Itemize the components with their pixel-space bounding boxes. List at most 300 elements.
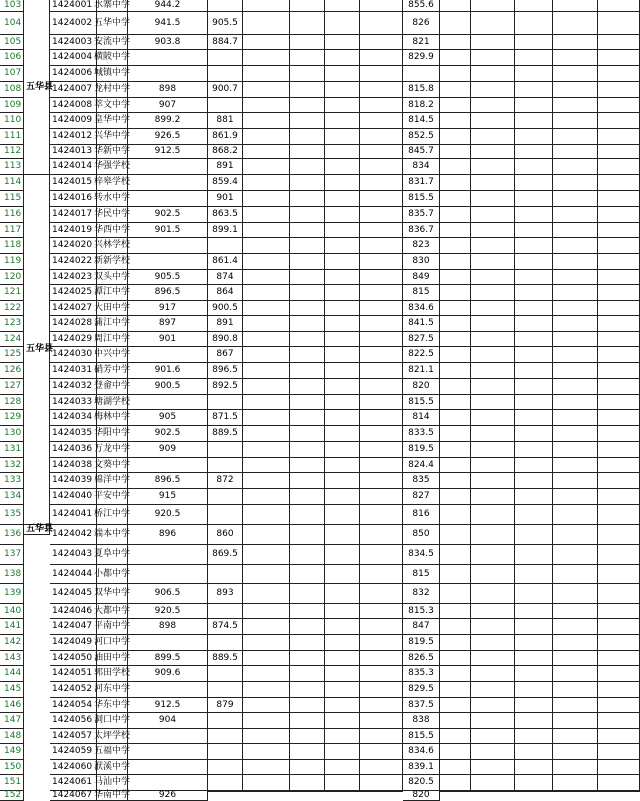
empty-cell [290,285,325,301]
empty-cell [471,666,515,682]
school-name-cell: 洑溪中学 [97,760,128,775]
empty-cell [290,442,325,458]
empty-cell [325,619,360,635]
score-b-cell: 891 [208,316,243,332]
empty-cell [325,545,360,565]
empty-cell [290,379,325,395]
score-b-cell: 905.5 [208,12,243,35]
empty-cell [515,505,553,525]
empty-cell [598,379,640,395]
empty-cell [471,791,515,792]
empty-cell [290,363,325,379]
empty-cell [325,270,360,285]
empty-cell [553,332,598,347]
row-number: 111 [0,129,24,145]
empty-cell [553,129,598,145]
empty-cell [243,666,290,682]
empty-cell [243,379,290,395]
empty-cell [553,207,598,223]
empty-cell [290,159,325,175]
empty-cell [471,12,515,35]
empty-cell [553,565,598,584]
school-name-cell: 周江中学 [97,332,128,347]
score-b-cell: 859.4 [208,175,243,191]
empty-cell [553,505,598,525]
empty-cell [515,347,553,363]
empty-cell [243,713,290,729]
empty-cell [360,473,403,489]
school-code-cell: 1424020 [50,238,97,254]
score-a-cell: 906.5 [128,584,208,604]
score-b-cell [208,0,243,12]
empty-cell [243,301,290,316]
empty-cell [360,159,403,175]
empty-cell [325,238,360,254]
empty-cell [471,35,515,50]
score-a-cell: 903.8 [128,35,208,50]
score-a-cell [128,565,208,584]
school-code-cell: 1424015 [50,175,97,191]
school-name-cell: 安流中学 [97,35,128,50]
empty-cell [325,332,360,347]
empty-cell [598,584,640,604]
empty-cell [515,12,553,35]
school-name-cell: 兴林学校 [97,238,128,254]
score-b-cell: 860 [208,525,243,545]
row-number: 148 [0,729,24,744]
row-number: 116 [0,207,24,223]
empty-cell [243,729,290,744]
empty-cell [471,635,515,651]
empty-cell [360,458,403,473]
empty-cell [360,525,403,545]
school-name-cell: 新新学校 [97,254,128,270]
empty-cell [515,666,553,682]
empty-cell [553,285,598,301]
empty-cell [471,729,515,744]
score-b-cell: 867 [208,347,243,363]
cutoff-score-cell: 834 [403,159,440,175]
empty-cell [325,191,360,207]
score-a-cell: 917 [128,301,208,316]
empty-cell [360,619,403,635]
empty-cell [243,604,290,619]
empty-cell [598,145,640,159]
school-name-cell: 华东中学 [97,698,128,713]
score-a-cell: 915 [128,489,208,505]
empty-cell [553,301,598,316]
empty-cell [598,66,640,82]
row-number: 128 [0,395,24,410]
row-number: 114 [0,175,24,191]
score-a-cell: 905.5 [128,270,208,285]
cutoff-score-cell: 833.5 [403,426,440,442]
empty-cell [553,191,598,207]
empty-cell [515,713,553,729]
empty-cell [553,82,598,98]
row-number: 147 [0,713,24,729]
score-b-cell [208,713,243,729]
cutoff-score-cell: 855.6 [403,0,440,12]
empty-cell [290,775,325,791]
school-name-cell: 城镇中学 [97,66,128,82]
school-name-cell: 华阳中学 [97,426,128,442]
score-b-cell [208,775,243,791]
empty-cell [440,270,471,285]
row-number: 121 [0,285,24,301]
empty-cell [290,191,325,207]
empty-cell [471,270,515,285]
empty-cell [360,651,403,666]
empty-cell [325,505,360,525]
empty-cell [360,191,403,207]
row-number: 112 [0,145,24,159]
empty-cell [471,113,515,129]
empty-cell [515,191,553,207]
cutoff-score-cell: 834.6 [403,301,440,316]
empty-cell [290,50,325,66]
empty-cell [553,651,598,666]
score-a-cell [128,66,208,82]
score-b-cell [208,489,243,505]
empty-cell [360,698,403,713]
empty-cell [325,254,360,270]
score-b-cell [208,66,243,82]
empty-cell [325,666,360,682]
school-code-cell: 1424030 [50,347,97,363]
empty-cell [325,145,360,159]
empty-cell [553,760,598,775]
empty-cell [553,35,598,50]
cutoff-score-cell: 821 [403,35,440,50]
empty-cell [515,619,553,635]
score-b-cell: 889.5 [208,651,243,666]
score-a-cell: 920.5 [128,505,208,525]
empty-cell [515,145,553,159]
empty-cell [325,175,360,191]
score-a-cell: 896 [128,525,208,545]
empty-cell [243,12,290,35]
empty-cell [598,285,640,301]
score-a-cell: 896.5 [128,473,208,489]
empty-cell [471,545,515,565]
score-a-cell [128,159,208,175]
empty-cell [515,223,553,238]
empty-cell [598,270,640,285]
empty-cell [598,0,640,12]
empty-cell [325,442,360,458]
score-a-cell: 904 [128,713,208,729]
row-number: 126 [0,363,24,379]
cutoff-score-cell: 829.9 [403,50,440,66]
empty-cell [243,159,290,175]
school-name-cell: 潭江中学 [97,285,128,301]
cutoff-score-cell: 815.5 [403,395,440,410]
row-number: 125 [0,347,24,363]
empty-cell [290,98,325,113]
empty-cell [471,223,515,238]
empty-cell [360,729,403,744]
empty-cell [440,442,471,458]
empty-cell [515,584,553,604]
empty-cell [440,426,471,442]
empty-cell [515,426,553,442]
score-b-cell: 864 [208,285,243,301]
empty-cell [471,410,515,426]
school-name-cell: 梅林中学 [97,410,128,426]
empty-cell [325,604,360,619]
score-b-cell: 893 [208,584,243,604]
school-name-cell: 马汕中学 [97,775,128,791]
empty-cell [325,458,360,473]
empty-cell [515,270,553,285]
empty-cell [325,50,360,66]
empty-cell [360,113,403,129]
empty-cell [440,379,471,395]
score-b-cell: 899.1 [208,223,243,238]
school-code-cell: 1424051 [50,666,97,682]
empty-cell [243,651,290,666]
empty-cell [325,379,360,395]
empty-cell [290,489,325,505]
empty-cell [325,0,360,12]
empty-cell [325,98,360,113]
cutoff-score-cell: 847 [403,619,440,635]
empty-cell [598,744,640,760]
score-a-cell [128,458,208,473]
school-name-cell: 油田中学 [97,651,128,666]
empty-cell [515,791,553,792]
score-a-cell [128,729,208,744]
empty-cell [290,604,325,619]
cutoff-score-cell: 831.7 [403,175,440,191]
empty-cell [515,565,553,584]
school-name-cell: 横陂中学 [97,50,128,66]
empty-cell [598,316,640,332]
empty-cell [440,666,471,682]
empty-cell [243,682,290,698]
school-code-cell: 1424039 [50,473,97,489]
empty-cell [598,82,640,98]
empty-cell [471,698,515,713]
empty-cell [440,159,471,175]
empty-cell [598,565,640,584]
empty-cell [471,66,515,82]
empty-cell [325,565,360,584]
empty-cell [598,473,640,489]
cutoff-score-cell: 815 [403,565,440,584]
empty-cell [290,729,325,744]
school-code-cell: 1424046 [50,604,97,619]
empty-cell [553,66,598,82]
cutoff-score-cell: 845.7 [403,145,440,159]
empty-cell [325,635,360,651]
empty-cell [440,254,471,270]
empty-cell [243,270,290,285]
cutoff-score-cell: 815 [403,285,440,301]
empty-cell [360,666,403,682]
empty-cell [325,775,360,791]
empty-cell [515,395,553,410]
score-a-cell: 944.2 [128,0,208,12]
score-a-cell [128,744,208,760]
cutoff-score-cell: 834.5 [403,545,440,565]
score-a-cell: 901 [128,332,208,347]
empty-cell [360,238,403,254]
empty-cell [360,301,403,316]
empty-cell [243,619,290,635]
empty-cell [440,604,471,619]
school-code-cell: 1424027 [50,301,97,316]
empty-cell [290,760,325,775]
empty-cell [598,489,640,505]
empty-cell [440,635,471,651]
empty-cell [290,238,325,254]
school-code-cell: 1424050 [50,651,97,666]
cutoff-score-cell: 822.5 [403,347,440,363]
empty-cell [471,505,515,525]
row-number: 141 [0,619,24,635]
empty-cell [360,316,403,332]
empty-cell [440,0,471,12]
empty-cell [553,775,598,791]
empty-cell [325,713,360,729]
empty-cell [471,207,515,223]
row-number: 120 [0,270,24,285]
empty-cell [471,604,515,619]
empty-cell [440,35,471,50]
score-a-cell [128,760,208,775]
empty-cell [440,682,471,698]
row-number: 108 [0,82,24,98]
score-b-cell [208,395,243,410]
empty-cell [471,175,515,191]
empty-cell [243,698,290,713]
empty-cell [553,316,598,332]
empty-cell [471,82,515,98]
empty-cell [553,410,598,426]
cutoff-score-cell: 820 [403,791,440,801]
empty-cell [290,713,325,729]
school-name-cell: 华南中学 [94,790,131,800]
score-b-cell [208,635,243,651]
cutoff-score-cell: 849 [403,270,440,285]
empty-cell [471,760,515,775]
empty-cell [598,713,640,729]
empty-cell [325,82,360,98]
empty-cell [360,682,403,698]
empty-cell [553,545,598,565]
empty-cell [598,113,640,129]
empty-cell [325,395,360,410]
empty-cell [325,698,360,713]
empty-cell [553,254,598,270]
empty-cell [360,489,403,505]
empty-cell [440,207,471,223]
empty-cell [515,129,553,145]
empty-cell [290,270,325,285]
empty-cell [598,619,640,635]
empty-cell [440,545,471,565]
score-a-cell: 899.2 [128,113,208,129]
score-a-cell: 897 [128,316,208,332]
cutoff-score-cell: 835 [403,473,440,489]
score-a-cell: 941.5 [128,12,208,35]
cutoff-score-cell: 834.6 [403,744,440,760]
empty-cell [471,316,515,332]
empty-cell [360,223,403,238]
score-b-cell: 890.8 [208,332,243,347]
school-name-cell: 夏阜中学 [97,545,128,565]
cutoff-score-cell: 824.4 [403,458,440,473]
cutoff-score-cell: 827 [403,489,440,505]
school-code-cell: 1424008 [50,98,97,113]
row-number: 103 [0,0,24,12]
empty-cell [290,473,325,489]
empty-cell [515,525,553,545]
row-number: 150 [0,760,24,775]
school-code-cell: 1424060 [50,760,97,775]
county-cell: 五华县 [24,0,50,175]
cutoff-score-cell: 819.5 [403,442,440,458]
school-name-cell: 太坪学校 [97,729,128,744]
empty-cell [598,12,640,35]
empty-cell [440,191,471,207]
empty-cell [325,525,360,545]
score-a-cell: 899.5 [128,651,208,666]
empty-cell [290,175,325,191]
empty-cell [515,238,553,254]
school-code-cell: 1424028 [50,316,97,332]
empty-cell [553,682,598,698]
empty-cell [243,82,290,98]
row-number: 119 [0,254,24,270]
empty-cell [360,50,403,66]
empty-cell [515,301,553,316]
school-code-cell: 1424059 [50,744,97,760]
cutoff-score-cell: 835.7 [403,207,440,223]
empty-cell [325,473,360,489]
score-b-cell: 869.5 [208,545,243,565]
score-a-cell: 901.5 [128,223,208,238]
school-name-cell: 华西中学 [97,223,128,238]
empty-cell [598,458,640,473]
empty-cell [290,635,325,651]
empty-cell [325,363,360,379]
empty-cell [598,35,640,50]
cutoff-score-cell: 814.5 [403,113,440,129]
empty-cell [243,545,290,565]
cutoff-score-cell: 835.3 [403,666,440,682]
school-code-cell: 1424061 [50,775,97,791]
school-code-cell: 1424057 [50,729,97,744]
school-name-cell: 河东中学 [97,682,128,698]
school-code-cell: 1424052 [50,682,97,698]
score-a-cell [128,545,208,565]
school-code-cell: 1424047 [50,619,97,635]
row-number: 115 [0,191,24,207]
school-code-cell: 1424044 [50,565,97,584]
school-code-cell: 1424032 [50,379,97,395]
score-a-cell: 912.5 [128,145,208,159]
empty-cell [598,525,640,545]
empty-cell [471,619,515,635]
cutoff-score-cell: 829.5 [403,682,440,698]
empty-cell [598,254,640,270]
cutoff-score-cell: 852.5 [403,129,440,145]
empty-cell [553,223,598,238]
empty-cell [290,254,325,270]
